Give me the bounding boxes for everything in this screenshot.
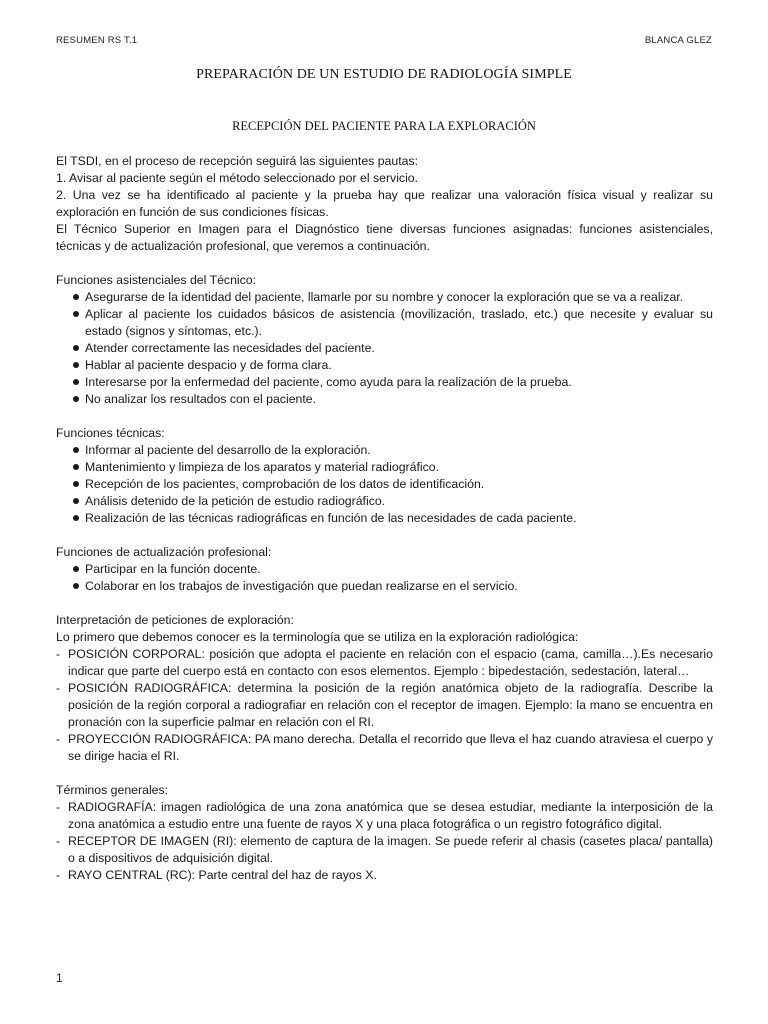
- terminos-list: [56, 799, 713, 884]
- list-item: - RADIOGRAFÍA: imagen radiológica de una zona anatómica que se desea estudiar, mediante la interposición de la zona anatómica a estudio entre una fuente de rayos X y una placa fotográfica o un registro fotográfico digital.: [56, 800, 713, 831]
- interpretacion-heading: Interpretación de peticiones de exploración:: [56, 613, 294, 627]
- list-item: Recepción de los pacientes, comprobación de los datos de identificación.: [56, 476, 713, 493]
- bullet-icon: [73, 294, 79, 300]
- intro-step-2: 2. Una vez se ha identificado al paciente y la prueba hay que realizar una valoración física visual y realizar su exploración en función de sus condiciones físicas.: [56, 188, 713, 219]
- list-item: Atender correctamente las necesidades del paciente.: [56, 340, 713, 357]
- list-item: Mantenimiento y limpieza de los aparatos y material radiográfico.: [56, 459, 713, 476]
- bullet-icon: [73, 498, 79, 504]
- bullet-icon: [73, 481, 79, 487]
- list-item: - POSICIÓN CORPORAL: posición que adopta el paciente en relación con el espacio (cama, camilla…).Es necesario indicar que parte del cuerpo está en contacto con esos elementos. Ejemplo : bipedestación, sedestación, lateral…: [56, 647, 713, 678]
- tecnicas-list: [56, 442, 713, 527]
- dash-marker: -: [56, 732, 61, 746]
- list-item: Realización de las técnicas radiográficas en función de las necesidades de cada paciente.: [56, 510, 713, 527]
- list-item: No analizar los resultados con el paciente.: [56, 391, 713, 408]
- bullet-icon: [73, 362, 79, 368]
- list-item: Asegurarse de la identidad del paciente, llamarle por su nombre y conocer la exploración que se va a realizar.: [56, 289, 713, 306]
- terminos-heading: Términos generales:: [56, 783, 169, 797]
- list-item: - PROYECCIÓN RADIOGRÁFICA: PA mano derecha. Detalla el recorrido que lleva el haz cuando atraviesa el cuerpo y se dirige hacia el RI.: [56, 732, 713, 763]
- document-body: [56, 153, 713, 884]
- page-number: 1: [56, 971, 63, 985]
- bullet-icon: [73, 379, 79, 385]
- dash-marker: -: [56, 868, 61, 882]
- dash-marker: -: [56, 834, 61, 848]
- bullet-icon: [73, 396, 79, 402]
- list-item: - POSICIÓN RADIOGRÁFICA: determina la posición de la región anatómica objeto de la radiografía. Describe la posición de la región corporal a radiografiar en relación con el receptor de imagen. Ejemplo: la mano se encuentra en pronación con la superficie palmar en relación con el RI.: [56, 681, 713, 729]
- list-item: Aplicar al paciente los cuidados básicos de asistencia (movilización, traslado, etc.) que necesite y evaluar su estado (signos y síntomas, etc.).: [56, 306, 713, 340]
- bullet-icon: [73, 345, 79, 351]
- bullet-icon: [73, 464, 79, 470]
- header-right-text: BLANCA GLEZ: [644, 35, 712, 46]
- interpretacion-lead: Lo primero que debemos conocer es la terminología que se utiliza en la exploración radiológica:: [56, 630, 579, 644]
- tecnicas-heading: Funciones técnicas:: [56, 426, 165, 440]
- asistenciales-heading: Funciones asistenciales del Técnico:: [56, 273, 257, 287]
- section-subtitle: RECEPCIÓN DEL PACIENTE PARA LA EXPLORACIÓN: [232, 119, 536, 133]
- list-item: Informar al paciente del desarrollo de la exploración.: [56, 442, 713, 459]
- interpretacion-list: [56, 646, 713, 765]
- dash-marker: -: [56, 800, 61, 814]
- intro-paragraph: El TSDI, en el proceso de recepción seguirá las siguientes pautas:: [56, 154, 419, 168]
- document-title: PREPARACIÓN DE UN ESTUDIO DE RADIOLOGÍA SIMPLE: [196, 67, 572, 82]
- list-item: Participar en la función docente.: [56, 561, 713, 578]
- actualizacion-heading: Funciones de actualización profesional:: [56, 545, 272, 559]
- list-item: - RAYO CENTRAL (RC): Parte central del haz de rayos X.: [56, 868, 377, 882]
- dash-marker: -: [56, 647, 61, 661]
- intro-step-1: 1. Avisar al paciente según el método seleccionado por el servicio.: [56, 171, 419, 185]
- list-item: - RECEPTOR DE IMAGEN (RI): elemento de captura de la imagen. Se puede referir al chasis (casetes placa/ pantalla) o a dispositivos de adquisición digital.: [56, 834, 713, 865]
- asistenciales-list: [56, 289, 713, 408]
- dash-marker: -: [56, 681, 61, 695]
- bullet-icon: [73, 447, 79, 453]
- list-item: Interesarse por la enfermedad del paciente, como ayuda para la realización de la prueba.: [56, 374, 713, 391]
- list-item: Hablar al paciente despacio y de forma clara.: [56, 357, 713, 374]
- list-item: Colaborar en los trabajos de investigación que puedan realizarse en el servicio.: [56, 578, 713, 595]
- bullet-icon: [73, 311, 79, 317]
- bullet-icon: [73, 583, 79, 589]
- bullet-icon: [73, 515, 79, 521]
- header-left-text: RESUMEN RS T.1: [56, 35, 138, 46]
- bullet-icon: [73, 566, 79, 572]
- list-item: Análisis detenido de la petición de estudio radiográfico.: [56, 493, 713, 510]
- actualizacion-list: [56, 561, 713, 595]
- intro-functions-paragraph: El Técnico Superior en Imagen para el Diagnóstico tiene diversas funciones asignadas: funciones asistenciales, técnicas y de actualización profesional, que veremos a continuación.: [56, 222, 713, 253]
